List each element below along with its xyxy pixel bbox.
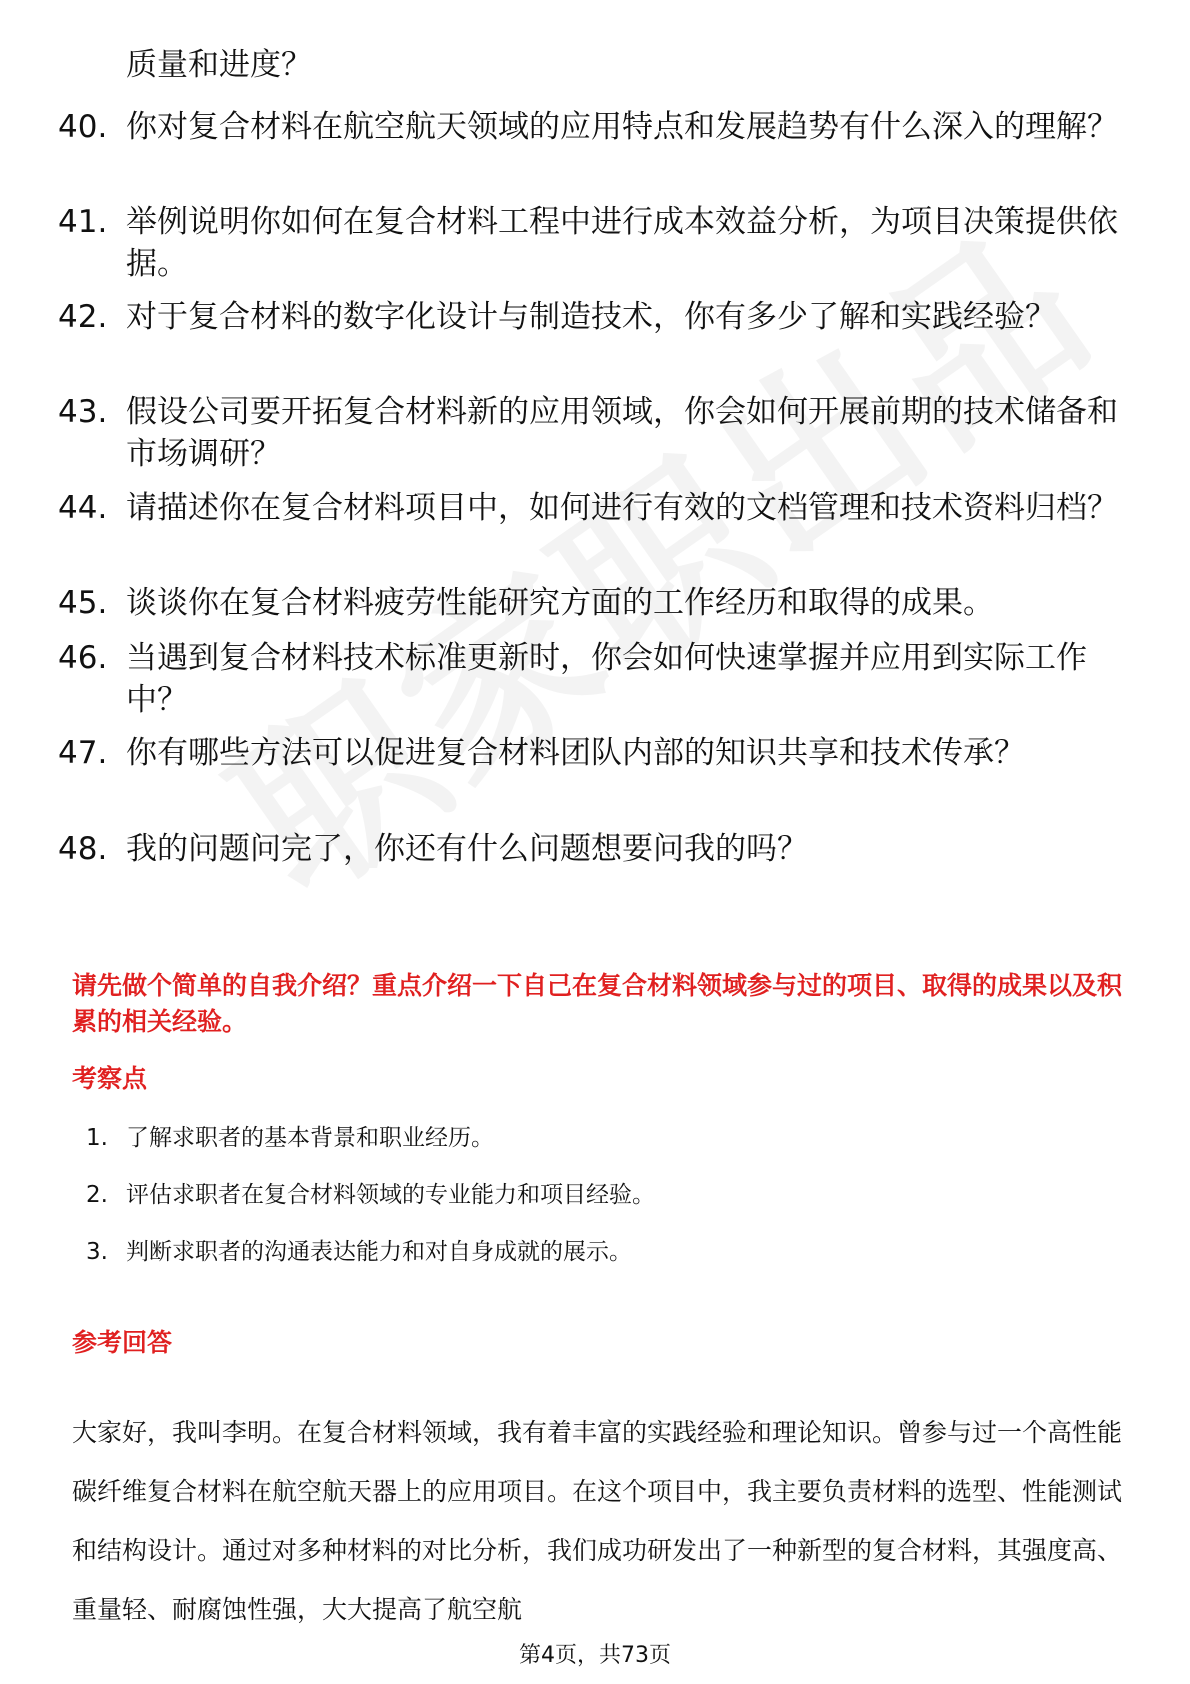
question-item	[58, 201, 1118, 285]
exam-point-item	[86, 1122, 1086, 1154]
question-item	[58, 106, 1118, 148]
question-number: 48.	[58, 831, 108, 867]
question-number: 44.	[58, 490, 108, 526]
reference-answer-label: 参考回答	[72, 1328, 173, 1357]
question-continuation: 质量和进度？	[126, 47, 312, 83]
exam-point-text: 判断求职者的沟通表达能力和对自身成就的展示。	[126, 1239, 632, 1265]
exam-point-item	[86, 1179, 1086, 1211]
question-text: 假设公司要开拓复合材料新的应用领域，你会如何开展前期的技术储备和市场调研？	[126, 394, 1118, 472]
question-item	[58, 732, 1118, 774]
question-text: 谈谈你在复合材料疲劳性能研究方面的工作经历和取得的成果。	[126, 585, 994, 621]
question-text: 请描述你在复合材料项目中，如何进行有效的文档管理和技术资料归档？	[126, 490, 1118, 526]
question-number: 47.	[58, 735, 108, 771]
question-number: 41.	[58, 204, 108, 240]
reference-answer-text: 大家好，我叫李明。在复合材料领域，我有着丰富的实践经验和理论知识。曾参与过一个高性能碳纤维复合材料在航空航天器上的应用项目。在这个项目中，我主要负责材料的选型、性能测试和结构设计。通过对多种材料的对比分析，我们成功研发出了一种新型的复合材料，其强度高、重量轻、耐腐蚀性强，大大提高了航空航	[72, 1418, 1123, 1624]
question-text: 我的问题问完了，你还有什么问题想要问我的吗？	[126, 831, 808, 867]
exam-point-number: 1.	[86, 1125, 108, 1151]
exam-point-item	[86, 1236, 1086, 1268]
exam-point-number: 2.	[86, 1182, 108, 1208]
question-number: 45.	[58, 585, 108, 621]
question-item	[58, 391, 1118, 475]
question-item	[58, 296, 1118, 338]
page-footer: 第4页，共73页	[519, 1643, 671, 1668]
exam-point-text: 了解求职者的基本背景和职业经历。	[126, 1125, 494, 1151]
question-text: 举例说明你如何在复合材料工程中进行成本效益分析，为项目决策提供依据。	[126, 204, 1118, 282]
question-number: 43.	[58, 394, 108, 430]
question-text: 对于复合材料的数字化设计与制造技术，你有多少了解和实践经验？	[126, 299, 1056, 335]
question-text: 当遇到复合材料技术标准更新时，你会如何快速掌握并应用到实际工作中？	[126, 640, 1087, 718]
question-text: 你对复合材料在航空航天领域的应用特点和发展趋势有什么深入的理解？	[126, 109, 1118, 145]
question-item	[58, 828, 1118, 870]
highlighted-question: 请先做个简单的自我介绍？重点介绍一下自己在复合材料领域参与过的项目、取得的成果以及积累的相关经验。	[72, 971, 1123, 1036]
question-text: 你有哪些方法可以促进复合材料团队内部的知识共享和技术传承？	[126, 735, 1025, 771]
question-item	[58, 582, 1118, 624]
question-number: 46.	[58, 640, 108, 676]
exam-points-label: 考察点	[72, 1064, 148, 1093]
question-number: 40.	[58, 109, 108, 145]
exam-point-number: 3.	[86, 1239, 108, 1265]
question-number: 42.	[58, 299, 108, 335]
exam-point-text: 评估求职者在复合材料领域的专业能力和项目经验。	[126, 1182, 655, 1208]
question-item	[58, 637, 1118, 721]
question-item	[58, 487, 1118, 529]
